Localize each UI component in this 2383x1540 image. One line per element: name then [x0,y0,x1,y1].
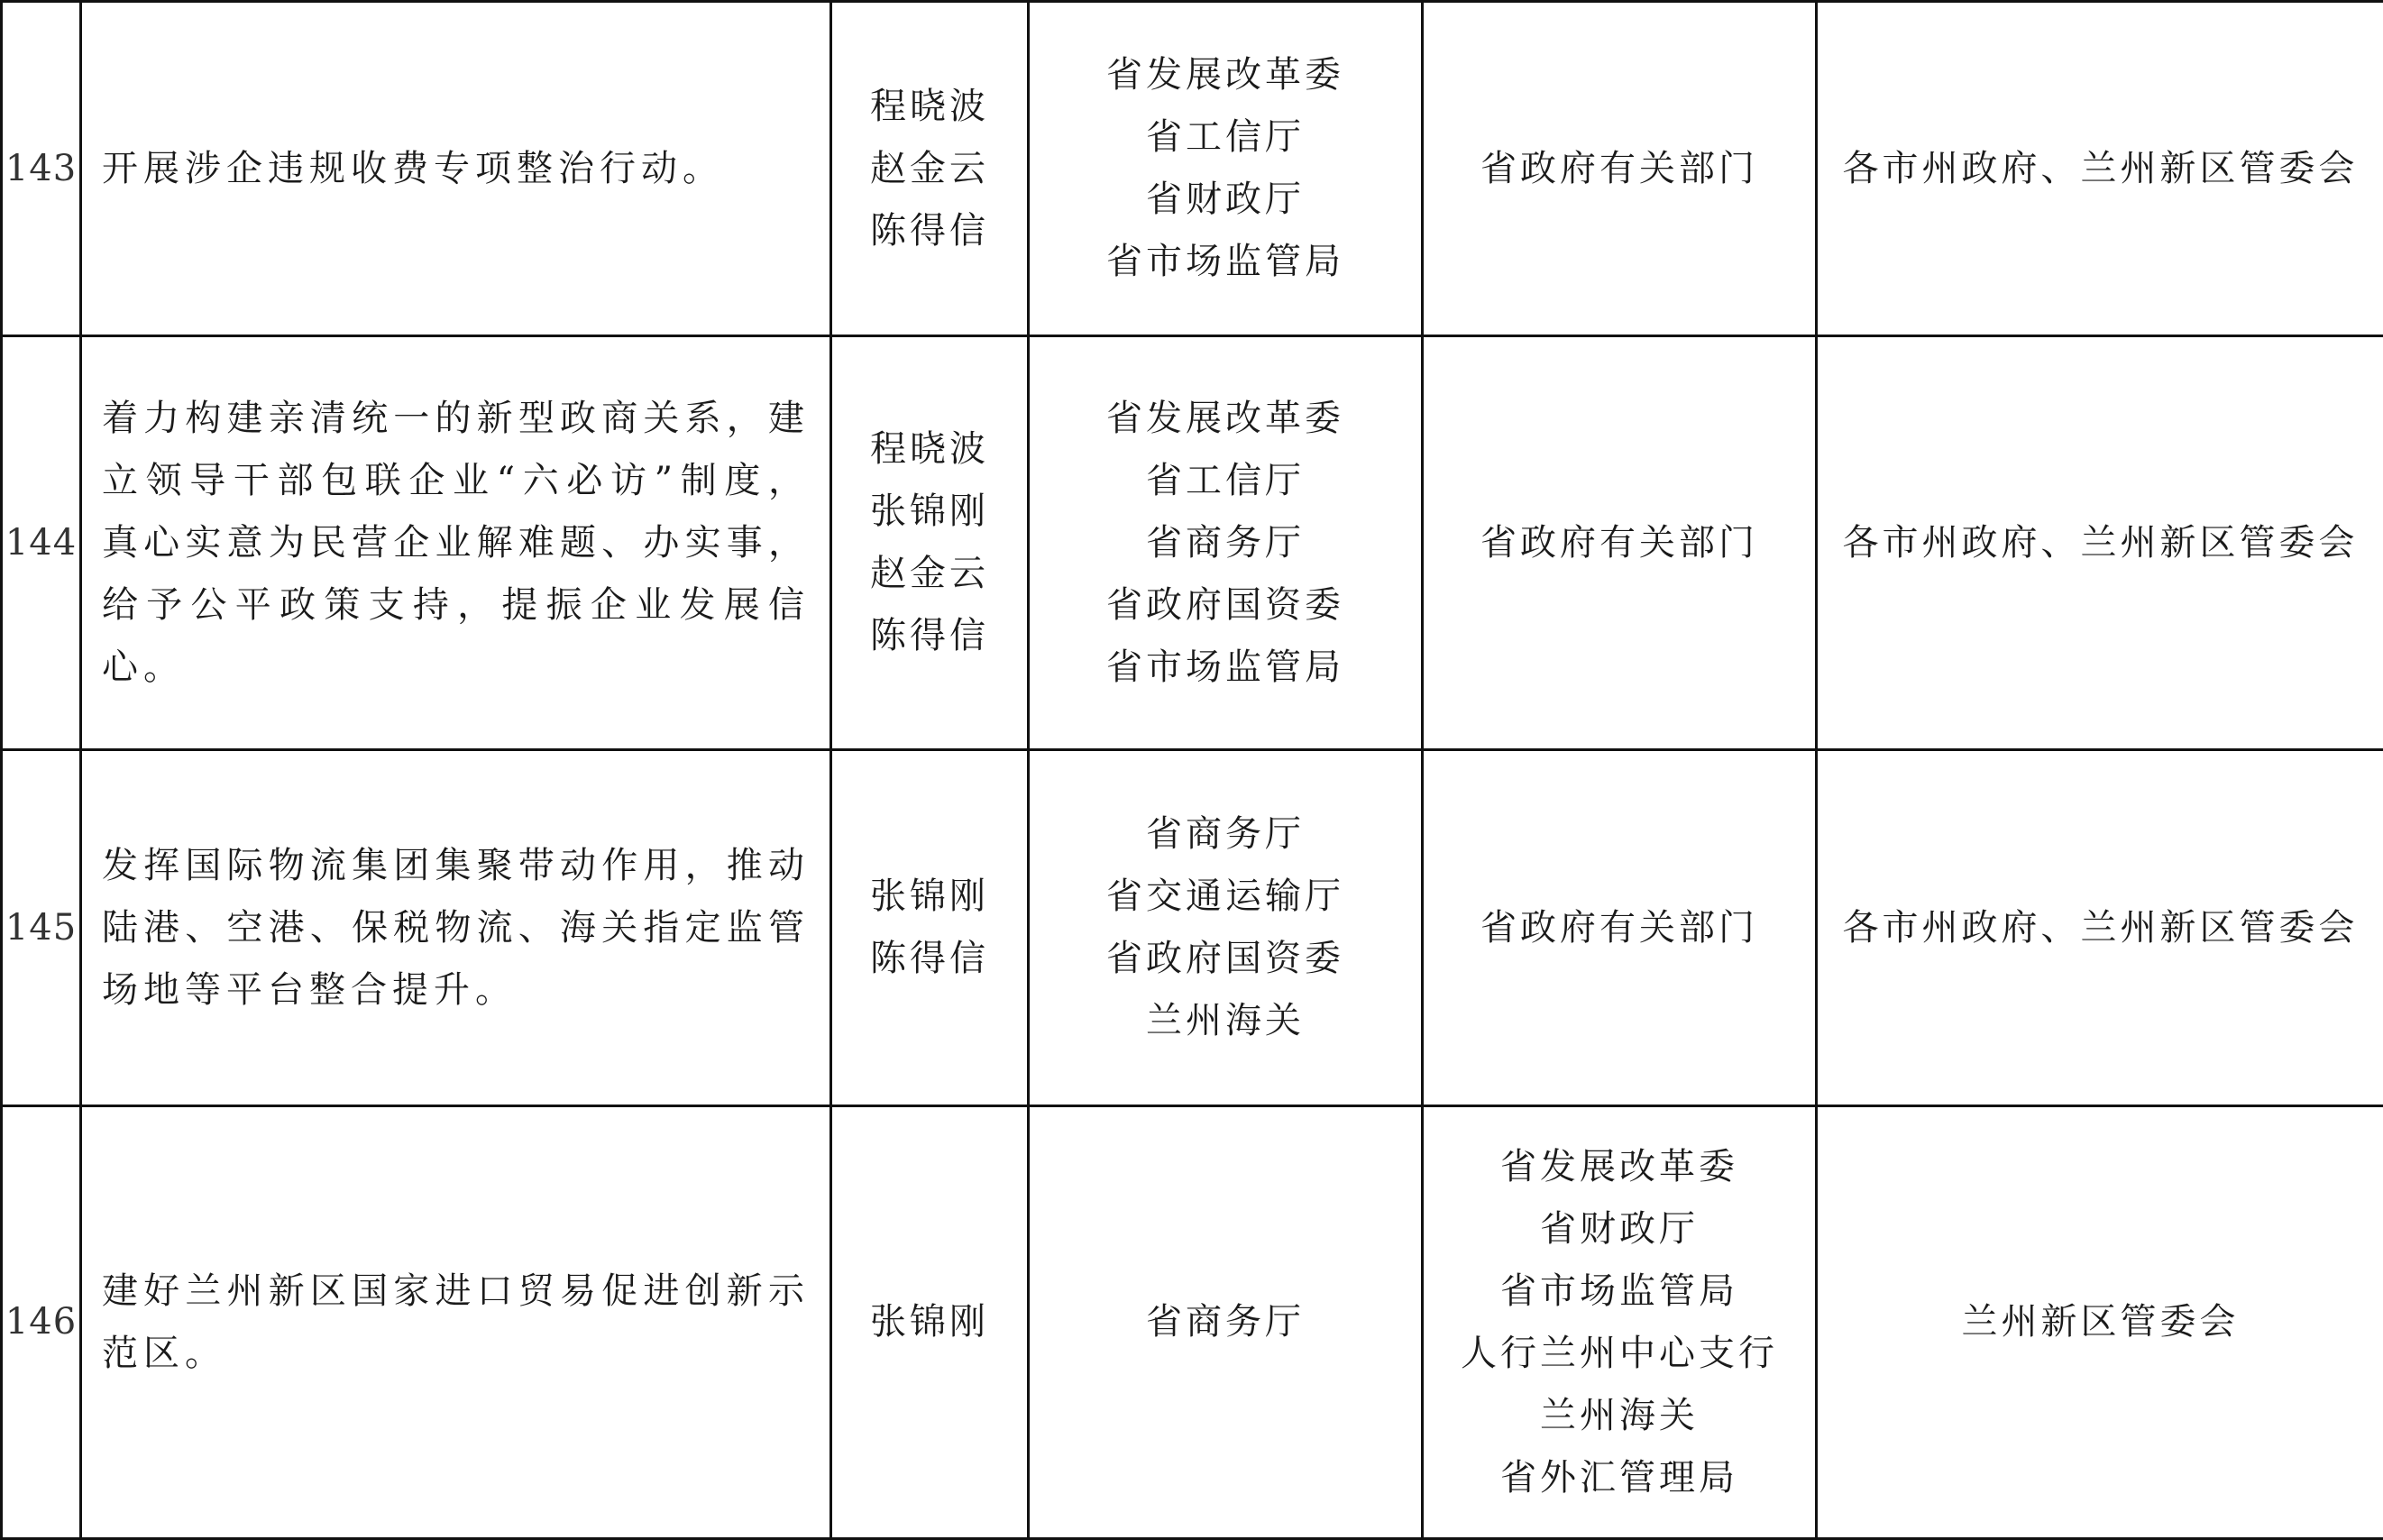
coop-department: 省财政厅 [1424,1198,1815,1260]
coop-department-cell [1423,336,1817,750]
responsible-unit: 各市州政府、兰州新区管委会 [1818,512,2383,574]
task-description: 建好兰州新区国家进口贸易促进创新示范区。 [81,1106,831,1539]
coop-department: 人行兰州中心支行 [1424,1323,1815,1385]
lead-department: 省商务厅 [1030,512,1421,574]
task-description: 着力构建亲清统一的新型政商关系，建立领导干部包联企业“六必访”制度，真心实意为民营企业解难题、办实事，给予公平政策支持，提振企业发展信心。 [81,336,831,750]
row-number: 144 [2,336,81,750]
coop-department: 兰州海关 [1424,1385,1815,1447]
leader-name: 张锦刚 [832,866,1027,928]
lead-department: 省工信厅 [1030,106,1421,169]
responsible-unit: 各市州政府、兰州新区管委会 [1818,138,2383,200]
lead-department-cell [1029,336,1423,750]
lead-department-cell [1029,2,1423,336]
responsible-unit-cell [1817,750,2383,1106]
coop-department: 省外汇管理局 [1424,1447,1815,1509]
lead-department: 兰州海关 [1030,990,1421,1052]
leader-name: 陈得信 [832,200,1027,262]
leader-cell [831,750,1029,1106]
lead-department-cell [1029,1106,1423,1539]
coop-department: 省政府有关部门 [1424,138,1815,200]
table-row [2,2,2383,336]
coop-department-cell [1423,750,1817,1106]
table-row [2,750,2383,1106]
leader-name: 赵金云 [832,543,1027,605]
row-number: 143 [2,2,81,336]
coop-department-cell [1423,2,1817,336]
leader-cell [831,336,1029,750]
lead-department: 省交通运输厅 [1030,866,1421,928]
responsible-unit: 各市州政府、兰州新区管委会 [1818,897,2383,959]
lead-department: 省财政厅 [1030,169,1421,231]
lead-department: 省市场监管局 [1030,637,1421,699]
table-row [2,336,2383,750]
leader-name: 陈得信 [832,605,1027,667]
leader-cell [831,1106,1029,1539]
coop-department-cell [1423,1106,1817,1539]
leader-name: 赵金云 [832,138,1027,200]
lead-department: 省发展改革委 [1030,388,1421,450]
lead-department: 省政府国资委 [1030,928,1421,990]
leader-name: 程晓波 [832,418,1027,481]
leader-name: 程晓波 [832,76,1027,138]
lead-department-cell [1029,750,1423,1106]
coop-department: 省发展改革委 [1424,1136,1815,1198]
table-row [2,1106,2383,1539]
lead-department: 省发展改革委 [1030,44,1421,106]
lead-department: 省政府国资委 [1030,574,1421,637]
responsible-unit: 兰州新区管委会 [1818,1291,2383,1353]
responsible-unit-cell [1817,1106,2383,1539]
coop-department: 省政府有关部门 [1424,512,1815,574]
leader-name: 张锦刚 [832,481,1027,543]
task-description: 开展涉企违规收费专项整治行动。 [81,2,831,336]
responsible-unit-cell [1817,336,2383,750]
lead-department: 省商务厅 [1030,803,1421,866]
task-description: 发挥国际物流集团集聚带动作用，推动陆港、空港、保税物流、海关指定监管场地等平台整合提升。 [81,750,831,1106]
lead-department: 省市场监管局 [1030,231,1421,293]
row-number: 146 [2,1106,81,1539]
leader-name: 陈得信 [832,928,1027,990]
row-number: 145 [2,750,81,1106]
responsible-unit-cell [1817,2,2383,336]
leader-cell [831,2,1029,336]
lead-department: 省商务厅 [1030,1291,1421,1353]
coop-department: 省市场监管局 [1424,1260,1815,1323]
coop-department: 省政府有关部门 [1424,897,1815,959]
lead-department: 省工信厅 [1030,450,1421,512]
leader-name: 张锦刚 [832,1291,1027,1353]
